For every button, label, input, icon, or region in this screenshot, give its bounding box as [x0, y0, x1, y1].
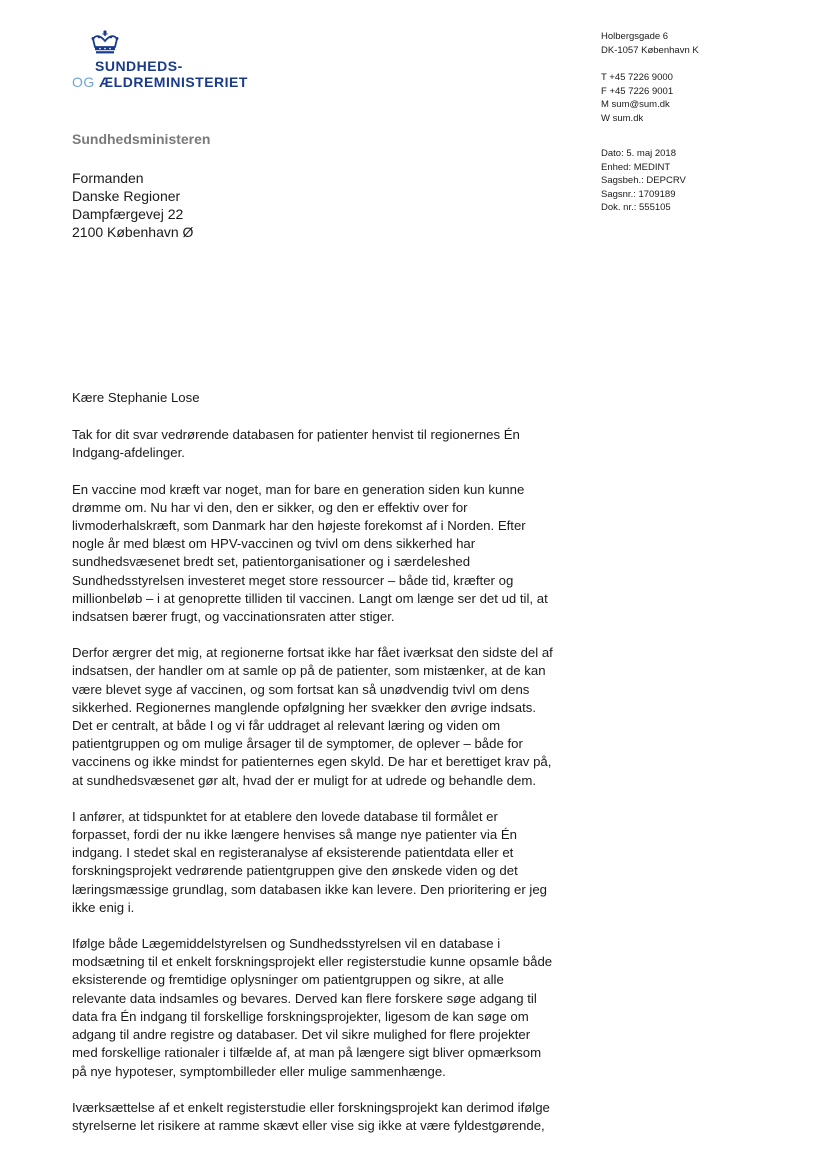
address-phone: T +45 7226 9000 — [601, 72, 673, 83]
ministry-name-line2: ÆLDREMINISTERIET — [99, 74, 248, 90]
recipient-line: Dampfærgevej 22 — [72, 206, 184, 222]
recipient-line: Formanden — [72, 170, 144, 186]
address-fax: F +45 7226 9001 — [601, 85, 674, 97]
meta-unit: Enhed: MEDINT — [601, 161, 671, 173]
crown-icon — [90, 30, 120, 56]
letter-greeting: Kære Stephanie Lose — [72, 390, 200, 405]
ministry-name-og: OG — [72, 74, 95, 90]
address-street: Holbergsgade 6 — [601, 31, 669, 42]
sender-title: Sundhedsministeren — [72, 131, 211, 147]
recipient-address — [72, 169, 193, 241]
letter-paragraph: Iværksættelse af et enkelt registerstudie eller forskningsprojekt kan derimod ifølge styrelserne let risikere at ramme skævt eller vise sig ikke at være fyldestgørende, — [72, 1099, 550, 1133]
letter-paragraph: Ifølge både Lægemiddelstyrelsen og Sundhedsstyrelsen vil en database i modsætning til et enkelt forskningsprojekt eller registerstudie kunne opsamle både eksisterende og fremtidige oplysninger om patientgruppen og sikre, at alle relevante data indsamles og bevares. Derved kan flere forskere søge adgang til data fra Én indgang til forskellige forskningsprojekter, ligesom de kan søge om adgang til andre registre og databaser. Det vil sikre mulighed for flere projekter med forskellige rationaler i tilfælde af, at man på længere sigt bliver opmærksom på nye hypoteser, symptombilleder eller mulige sammenhænge. — [72, 936, 553, 1079]
address-web: W sum.dk — [601, 112, 644, 124]
recipient-line: Danske Regioner — [72, 188, 181, 204]
ministry-contact-block — [601, 30, 699, 215]
meta-document-number: Dok. nr.: 555105 — [601, 202, 671, 213]
letter-paragraph: Tak for dit svar vedrørende databasen for patienter henvist til regionernes Én Indgang-afdelinger. — [72, 427, 520, 461]
meta-handler: Sagsbeh.: DEPCRV — [601, 175, 686, 186]
letter-body — [72, 389, 558, 1153]
meta-date: Dato: 5. maj 2018 — [601, 148, 676, 159]
letter-paragraph: Derfor ærgrer det mig, at regionerne fortsat ikke har fået iværksat den sidste del af indsatsen, der handler om at samle op på de patienter, som mistænker, at de kan være blevet syge af vaccinen, og som fortsat kan så unødvendig tvivl om dens sikkerhed. Regionernes manglende opfølgning her svækker den øvrige indsats. Det er centralt, at både I og vi får uddraget al relevant læring og viden om patientgruppen og om mulige årsager til de symptomer, de oplever – både for vaccinens og ikke mindst for patienternes egen skyld. De har et berettiget krav på, at sundhedsvæsenet gør alt, hvad der er muligt for at udrede og behandle dem. — [72, 645, 553, 788]
letter-paragraph: I anfører, at tidspunktet for at etablere den lovede database til formålet er forpasset, fordi der nu ikke længere henvises så mange nye patienter via Én indgang. I stedet skal en registeranalyse af eksisterende patientdata eller et forskningsprojekt vedrørende patientgruppen give den ønskede viden og det læringsmæssige grundlag, som databasen ikke kan levere. Den prioritering er jeg ikke enig i. — [72, 808, 547, 915]
address-email: M sum@sum.dk — [601, 99, 670, 110]
address-city: DK-1057 København K — [601, 44, 699, 56]
recipient-line: 2100 København Ø — [72, 224, 194, 240]
meta-case-number: Sagsnr.: 1709189 — [601, 188, 676, 200]
letter-paragraph: En vaccine mod kræft var noget, man for bare en generation siden kun kunne drømme om. Nu har vi den, den er sikker, og den er effektiv over for livmoderhalskræft, som Danmark har den højeste forekomst af i Norden. Efter nogle år med blæst om HPV-vaccinen og tvivl om dens sikkerhed har sundhedsvæsenet bredt set, patientorganisationer og i særdeleshed Sundhedsstyrelsen investeret meget store ressourcer – både tid, kræfter og millionbeløb – i at genoprette tilliden til vaccinen. Langt om længe ser det ud til, at indsatsen bærer frugt, og vaccinationsraten atter stiger. — [72, 481, 548, 625]
ministry-name — [72, 58, 248, 90]
ministry-name-line1: SUNDHEDS- — [95, 58, 183, 74]
